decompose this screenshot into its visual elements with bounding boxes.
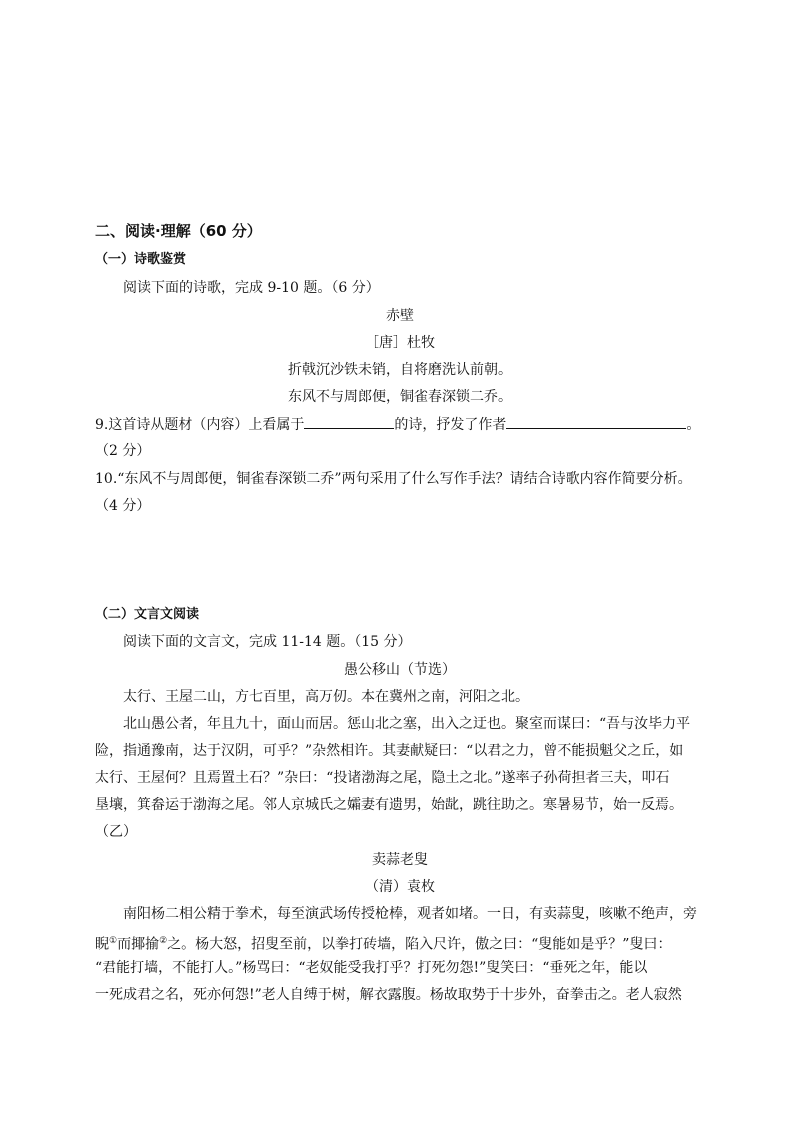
poem-author: ［唐］杜牧 xyxy=(365,335,435,351)
answer-blank-1[interactable] xyxy=(304,414,394,429)
answer-blank-2[interactable] xyxy=(506,414,686,429)
question-9-score: （2 分） xyxy=(95,443,151,459)
passage2-title: 卖蒜老叟 xyxy=(372,852,428,868)
passage2-line-3: “君能打墙，不能打人。”杨骂曰：“老奴能受我打乎？打死勿怨!”叟笑曰：“垂死之年，能以 xyxy=(95,960,648,976)
question-10-score: （4 分） xyxy=(95,498,151,514)
passage2-line-2-b: 而揶揄 xyxy=(117,936,160,953)
passage1-title: 愚公移山（节选） xyxy=(344,662,456,678)
question-10: 10.“东风不与周郎便，铜雀春深锁二乔”两句采用了什么写作手法？请结合诗歌内容作简要分析。 xyxy=(95,471,692,487)
passage2-line-1: 南阳杨二相公精于拳术，每至演武场传授枪棒，观者如堵。一日，有卖蒜叟，咳嗽不绝声，旁 xyxy=(123,906,697,922)
passage2-author: （清）袁枚 xyxy=(365,879,435,895)
passage1-line-5: 垦壤，箕畚运于渤海之尾。邻人京城氏之孀妻有遗男，始龀，跳往助之。寒暑易节，始一反焉。 xyxy=(95,797,683,813)
part2-title: （二）文言文阅读 xyxy=(95,607,200,622)
part1-title: （一）诗歌鉴赏 xyxy=(95,252,187,267)
footnote-marker-2[interactable]: ② xyxy=(159,936,168,946)
label-yi: （乙） xyxy=(95,824,137,840)
passage1-line-2: 北山愚公者，年且九十，面山而居。惩山北之塞，出入之迂也。聚室而谋曰：“吾与汝毕力平 xyxy=(123,716,691,732)
section-title: 二、阅读·理解（60 分） xyxy=(95,222,262,240)
part1-instruction: 阅读下面的诗歌，完成 9-10 题。（6 分） xyxy=(123,280,380,296)
passage2-line-2-c: 之。杨大怒，招叟至前，以拳打砖墙，陷入尺许，傲之曰：“叟能如是乎？”叟曰： xyxy=(167,936,672,953)
question-9-text-a: 9.这首诗从题材（内容）上看属于 xyxy=(95,417,305,433)
question-9 xyxy=(95,414,705,435)
footnote-marker-1[interactable]: ① xyxy=(109,936,118,946)
passage2-line-2 xyxy=(95,931,705,955)
question-9-text-b: 的诗，抒发了作者 xyxy=(394,417,507,433)
poem-title: 赤壁 xyxy=(386,308,414,324)
question-9-text-c: 。 xyxy=(686,417,701,433)
poem-line-1: 折戟沉沙铁未销，自将磨洗认前朝。 xyxy=(288,362,512,378)
passage1-line-3: 险，指通豫南，达于汉阴，可乎？”杂然相许。其妻献疑曰：“以君之力，曾不能损魁父之丘，如 xyxy=(95,743,684,759)
passage1-line-4: 太行、王屋何？且焉置土石？”杂曰：“投诸渤海之尾，隐土之北。”遂率子孙荷担者三夫，叩石 xyxy=(95,770,670,786)
poem-line-2: 东风不与周郎便，铜雀春深锁二乔。 xyxy=(288,389,512,405)
passage1-line-1: 太行、王屋二山，方七百里，高万仞。本在冀州之南，河阳之北。 xyxy=(123,689,529,705)
passage2-line-4: 一死成君之名，死亦何怨!”老人自缚于树，解衣露腹。杨故取势于十步外，奋拳击之。老人寂然 xyxy=(95,987,682,1003)
part2-instruction: 阅读下面的文言文，完成 11-14 题。（15 分） xyxy=(123,634,412,650)
passage2-line-2-a: 睨 xyxy=(95,936,109,953)
